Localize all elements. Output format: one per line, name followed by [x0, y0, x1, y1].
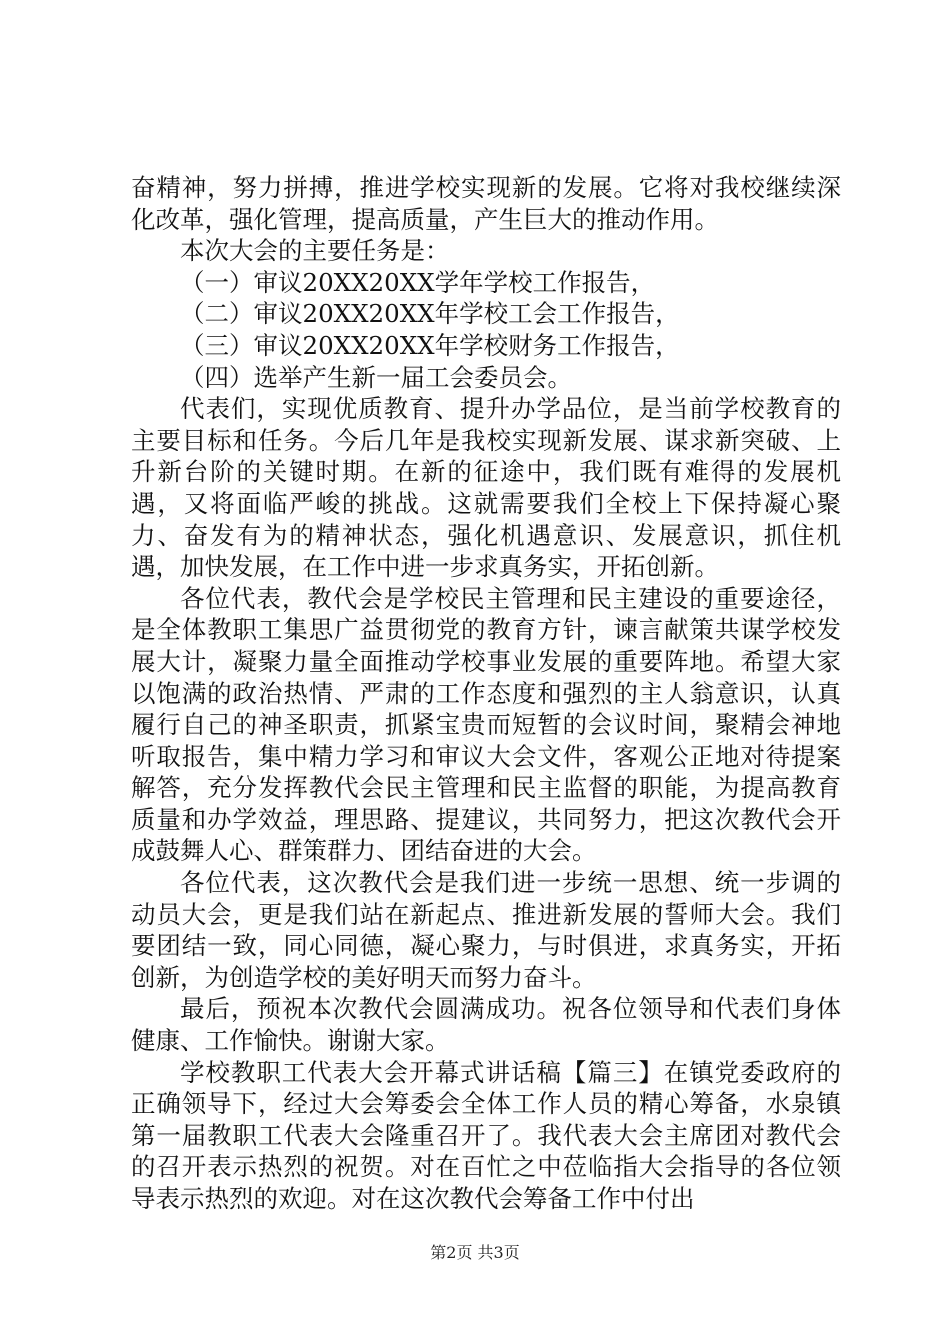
- list-item-task-2: （二）审议20XX20XX年学校工会工作报告，: [180, 299, 680, 329]
- document-body: [131, 172, 841, 1215]
- paragraph-main-tasks-intro: 本次大会的主要任务是：: [180, 236, 450, 266]
- paragraph-representatives: 代表们，实现优质教育、提升办学品位，是当前学校教育的主要目标和任务。今后几年是我校实现新发展、谋求新突破、上升新台阶的关键时期。在新的征途中，我们既有难得的发展机遇，又将面临严峻的挑战。这就需要我们全校上下保持凝心聚力、奋发有为的精神状态，强化机遇意识、发展意识，抓住机遇，加快发展，在工作中进一步求真务实，开拓创新。: [131, 394, 841, 582]
- paragraph-closing-wishes: 最后，预祝本次教代会圆满成功。祝各位领导和代表们身体健康、工作愉快。谢谢大家。: [131, 994, 841, 1056]
- paragraph-congress-importance: 各位代表，教代会是学校民主管理和民主建设的重要途径，是全体教职工集思广益贯彻党的教育方针，谏言献策共谋学校发展大计，凝聚力量全面推动学校事业发展的重要阵地。希望大家以饱满的政治热情、严肃的工作态度和强烈的主人翁意识，认真履行自己的神圣职责，抓紧宝贵而短暂的会议时间，聚精会神地听取报告，集中精力学习和审议大会文件，客观公正地对待提案解答，充分发挥教代会民主管理和民主监督的职能，为提高教育质量和办学效益，理思路、提建议，共同努力，把这次教代会开成鼓舞人心、群策群力、团结奋进的大会。: [131, 583, 841, 866]
- paragraph-continued: 奋精神，努力拼搏，推进学校实现新的发展。它将对我校继续深化改革，强化管理，提高质量，产生巨大的推动作用。: [131, 173, 841, 234]
- list-item-task-1: （一）审议20XX20XX学年学校工作报告，: [180, 267, 656, 297]
- page-number: 第2页 共3页: [430, 1243, 520, 1262]
- list-item-task-4: （四）选举产生新一届工会委员会。: [180, 362, 572, 392]
- list-item-task-3: （三）审议20XX20XX年学校财务工作报告，: [180, 330, 680, 360]
- paragraph-mobilization: 各位代表，这次教代会是我们进一步统一思想、统一步调的动员大会，更是我们站在新起点、推进新发展的誓师大会。我们要团结一致，同心同德，凝心聚力，与时俱进，求真务实，开拓创新，为创造学校的美好明天而努力奋斗。: [131, 868, 841, 992]
- paragraph-part-three: 学校教职工代表大会开幕式讲话稿【篇三】在镇党委政府的正确领导下，经过大会筹委会全体工作人员的精心筹备，水泉镇第一届教职工代表大会隆重召开了。我代表大会主席团对教代会的召开表示热烈的祝贺。对在百忙之中莅临指大会指导的各位领导表示热烈的欢迎。对在这次教代会筹备工作中付出: [131, 1057, 841, 1213]
